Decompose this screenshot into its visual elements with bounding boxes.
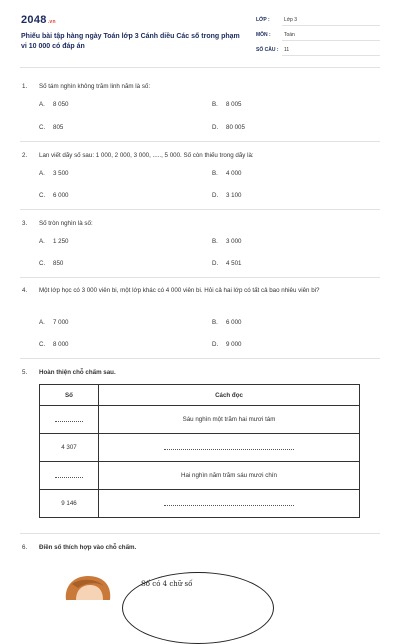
question-divider [20, 533, 380, 534]
reading-blank[interactable] [99, 490, 360, 518]
question-divider [20, 141, 380, 142]
table-row [40, 490, 360, 518]
q3-option-d[interactable]: D. 4 501 [212, 260, 242, 267]
number-blank[interactable] [40, 462, 99, 490]
question-number: 3. [22, 220, 28, 227]
q3-option-b[interactable]: B. 3 000 [212, 238, 242, 245]
class-underline [282, 25, 380, 26]
question-count-label: SỐ CÂU : [256, 47, 279, 53]
q4-option-d[interactable]: D. 9 000 [212, 341, 242, 348]
question-text: Số tám nghìn không trăm linh năm là số: [39, 83, 151, 90]
question-text: Lan viết dãy số sau: 1 000, 2 000, 3 000, ....., 5 000. Số còn thiếu trong dãy là: [39, 152, 254, 159]
q2-option-b[interactable]: B. 4 000 [212, 170, 242, 177]
question-divider [20, 358, 380, 359]
worksheet-header [0, 0, 400, 70]
question-number: 2. [22, 152, 28, 159]
q4-option-c[interactable]: C. 8 000 [39, 341, 69, 348]
number-cell: 9 146 [40, 490, 99, 518]
question-number: 5. [22, 369, 28, 376]
q1-option-a[interactable]: A. 8 050 [39, 101, 69, 108]
subject-underline [282, 40, 380, 41]
column-header-number: Số [40, 385, 99, 406]
q1-option-b[interactable]: B. 8 005 [212, 101, 242, 108]
subject-label: MÔN : [256, 32, 271, 38]
table-header-row [40, 385, 360, 406]
worksheet-title: Phiếu bài tập hàng ngày Toán lớp 3 Cánh diều Các số trong phạm vi 10 000 có đáp án [21, 33, 240, 50]
question-divider [20, 209, 380, 210]
number-blank[interactable] [40, 406, 99, 434]
table-row [40, 406, 360, 434]
question-text: Một lớp học có 3 000 viên bi, một lớp khác có 4 000 viên bi. Hỏi cả hai lớp có tất cả bao nhiêu viên bi? [39, 287, 320, 294]
class-value: Lớp 3 [284, 17, 298, 23]
question-count-value: 11 [284, 47, 290, 53]
q4-option-a[interactable]: A. 7 000 [39, 319, 69, 326]
question-text: Hoàn thiện chỗ chấm sau. [39, 369, 116, 376]
q3-option-a[interactable]: A. 1 250 [39, 238, 69, 245]
column-header-reading: Cách đọc [99, 385, 360, 406]
table-row [40, 462, 360, 490]
reading-blank[interactable] [99, 434, 360, 462]
question-count-underline [282, 55, 380, 56]
table-row [40, 434, 360, 462]
question-text: Điền số thích hợp vào chỗ chấm. [39, 544, 137, 551]
question-number: 4. [22, 287, 28, 294]
question-divider [20, 277, 380, 278]
girl-illustration [58, 574, 118, 600]
q2-option-d[interactable]: D. 3 100 [212, 192, 242, 199]
header-divider [20, 67, 380, 68]
subject-value: Toán [284, 32, 295, 38]
q1-option-c[interactable]: C. 805 [39, 124, 64, 131]
q4-option-b[interactable]: B. 6 000 [212, 319, 242, 326]
question-number: 1. [22, 83, 28, 90]
question-number: 6. [22, 544, 28, 551]
class-label: LỚP : [256, 17, 270, 23]
site-logo[interactable]: 2048.vn [21, 14, 56, 26]
q2-option-a[interactable]: A. 3 500 [39, 170, 69, 177]
number-cell: 4 307 [40, 434, 99, 462]
question-text: Số tròn nghìn là số: [39, 220, 93, 227]
number-reading-table [39, 384, 360, 518]
q1-option-d[interactable]: D. 80 005 [212, 124, 245, 131]
reading-cell: Hai nghìn năm trăm sáu mươi chín [99, 462, 360, 490]
reading-cell: Sáu nghìn một trăm hai mươi tám [99, 406, 360, 434]
q3-option-c[interactable]: C. 850 [39, 260, 64, 267]
bubble-text: Số có 4 chữ số [141, 580, 193, 588]
q2-option-c[interactable]: C. 6 000 [39, 192, 69, 199]
